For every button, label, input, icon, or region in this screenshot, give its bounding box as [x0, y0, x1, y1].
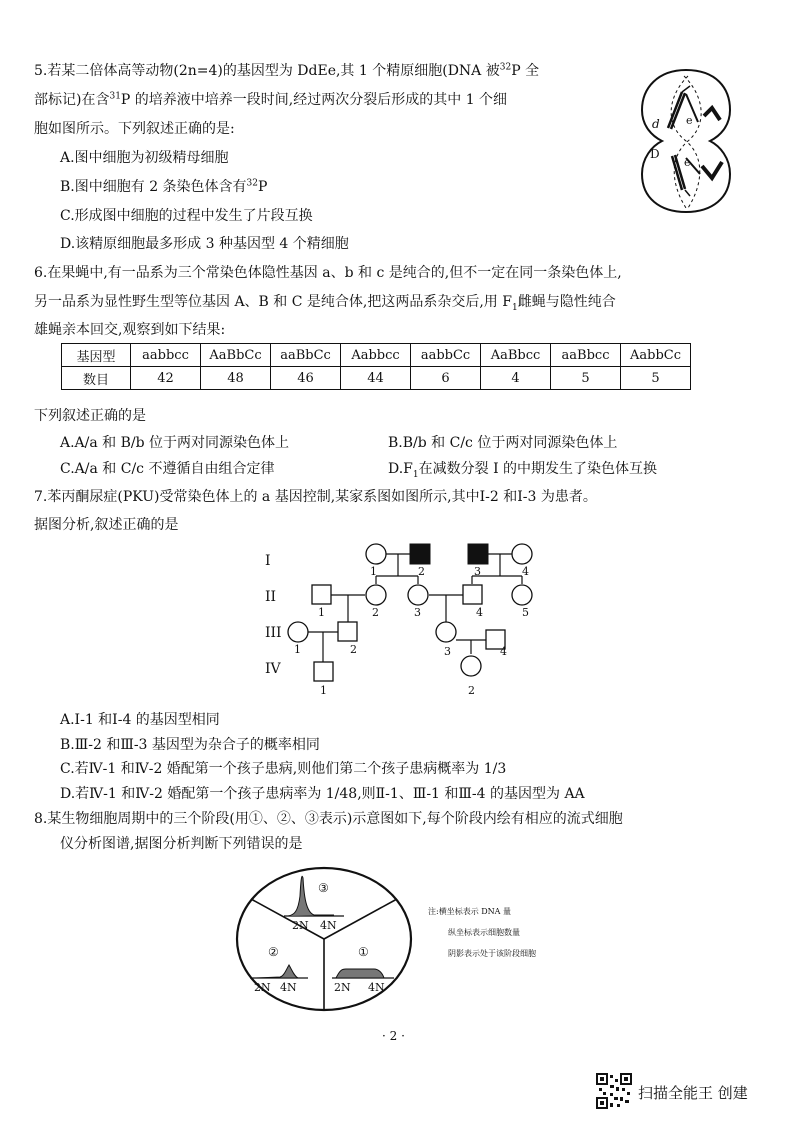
table-cell: 44	[341, 367, 411, 390]
table-cell: AaBbcc	[481, 344, 551, 367]
gen-label-2: II	[265, 589, 277, 605]
histogram-stage-1	[332, 945, 394, 994]
q6-stem: 下列叙述正确的是	[34, 408, 146, 424]
table-cell: aaBbCc	[271, 344, 341, 367]
axis-label-4n: 4N	[280, 981, 297, 994]
q5-cell-figure	[638, 66, 734, 216]
pedigree-num: 1	[370, 565, 377, 578]
q7-option-c: C.若Ⅳ-1 和Ⅳ-2 婚配第一个孩子患病,则他们第二个孩子患病概率为 1/3	[60, 761, 507, 777]
table-header-genotype: 基因型	[62, 344, 131, 367]
stage-1-label: ①	[358, 945, 369, 959]
q6-option-c: C.A/a 和 C/c 不遵循自由组合定律	[60, 461, 275, 477]
table-cell: 5	[551, 367, 621, 390]
q5-option-c: C.形成图中细胞的过程中发生了片段互换	[60, 208, 313, 224]
pedigree-female-I-1	[366, 544, 386, 564]
stage-3-label: ③	[318, 881, 329, 895]
histogram-stage-2	[250, 945, 308, 994]
axis-label-4n: 4N	[320, 919, 337, 932]
pedigree-num: 3	[444, 645, 451, 658]
cell-cycle-figure	[234, 866, 414, 1012]
axis-label-2n: 2N	[292, 919, 309, 932]
table-cell: aabbCc	[411, 344, 481, 367]
pedigree-female-III-1	[288, 622, 308, 642]
pedigree-num: 2	[468, 684, 475, 697]
pedigree-male-III-2	[338, 622, 357, 641]
pedigree-female-II-2	[366, 585, 386, 605]
table-cell: 46	[271, 367, 341, 390]
q7-option-b: B.Ⅲ-2 和Ⅲ-3 基因型为杂合子的概率相同	[60, 737, 320, 753]
table-cell: AaBbCc	[201, 344, 271, 367]
q7-option-d: D.若Ⅳ-1 和Ⅳ-2 婚配第一个孩子患病率为 1/48,则Ⅱ-1、Ⅲ-1 和Ⅲ-4 的基因型为 AA	[60, 786, 585, 802]
gen-label-4: IV	[265, 661, 281, 677]
table-cell: 48	[201, 367, 271, 390]
gene-label-e-top: e	[686, 114, 693, 127]
pedigree-male-II-1	[312, 585, 331, 604]
table-row-counts	[62, 367, 691, 390]
pedigree-affected-male-I-2	[410, 544, 430, 564]
q8-line1: 8.某生物细胞周期中的三个阶段(用①、②、③表示)示意图如下,每个阶段内绘有相应的流式细胞	[34, 811, 623, 827]
q6-line3: 雄蝇亲本回交,观察到如下结果:	[34, 322, 226, 338]
pedigree-num: 2	[350, 643, 357, 656]
pedigree-num: 3	[474, 565, 481, 578]
q5-option-d: D.该精原细胞最多形成 3 种基因型 4 个精细胞	[60, 236, 349, 252]
pedigree-num: 2	[418, 565, 425, 578]
figure-note-1: 注:横坐标表示 DNA 量	[428, 907, 511, 916]
figure-note-2: 纵坐标表示细胞数量	[448, 928, 520, 937]
table-cell: AabbCc	[621, 344, 691, 367]
q7-line1: 7.苯丙酮尿症(PKU)受常染色体上的 a 基因控制,某家系图如图所示,其中Ⅰ-2 和Ⅰ-3 为患者。	[34, 489, 597, 505]
q6-line2: 另一品系为显性野生型等位基因 A、B 和 C 是纯合体,把这两品系杂交后,用 $F_1$雌蝇与隐性纯合	[34, 294, 616, 313]
scanner-watermark: 扫描全能王 创建	[638, 1084, 748, 1102]
gene-label-D: D	[650, 147, 660, 161]
pedigree-num: 3	[414, 606, 421, 619]
axis-label-2n: 2N	[254, 981, 271, 994]
pedigree-female-IV-2	[461, 656, 481, 676]
q6-option-d: $D.F_1$在减数分裂 I 的中期发生了染色体互换	[388, 461, 658, 480]
pedigree-female-I-4	[512, 544, 532, 564]
table-cell: 5	[621, 367, 691, 390]
pedigree-female-III-3	[436, 622, 456, 642]
q6-line1: 6.在果蝇中,有一品系为三个常染色体隐性基因 a、b 和 c 是纯合的,但不一定在同一条染色体上,	[34, 265, 622, 281]
pedigree-female-II-3	[408, 585, 428, 605]
q6-option-a: A.A/a 和 B/b 位于两对同源染色体上	[60, 435, 290, 451]
gen-label-1: I	[265, 553, 271, 569]
pedigree-female-II-5	[512, 585, 532, 605]
q6-option-b: B.B/b 和 C/c 位于两对同源染色体上	[388, 435, 618, 451]
gene-label-d: d	[652, 117, 660, 131]
pedigree-affected-male-I-3	[468, 544, 488, 564]
table-cell: 6	[411, 367, 481, 390]
q8-line2: 仪分析图谱,据图分析判断下列错误的是	[60, 836, 303, 852]
chromosome-bottom-right	[686, 158, 722, 178]
pedigree-num: 1	[294, 643, 301, 656]
gene-label-e-bottom: e	[684, 156, 691, 169]
page-number: · 2 ·	[382, 1029, 405, 1043]
table-cell: Aabbcc	[341, 344, 411, 367]
pedigree-chart	[260, 536, 550, 706]
gen-label-3: III	[265, 625, 282, 641]
q5-line3: 胞如图所示。下列叙述正确的是:	[34, 121, 235, 137]
pedigree-num: 4	[500, 645, 507, 658]
qr-code-icon	[596, 1073, 632, 1109]
pedigree-num: 4	[522, 565, 529, 578]
pedigree-num: 1	[318, 606, 325, 619]
q7-option-a: A.Ⅰ-1 和Ⅰ-4 的基因型相同	[60, 712, 220, 728]
stage-2-label: ②	[268, 945, 279, 959]
table-cell: aaBbcc	[551, 344, 621, 367]
table-cell: aabbcc	[131, 344, 201, 367]
pedigree-num: 5	[522, 606, 529, 619]
table-cell: 42	[131, 367, 201, 390]
q5-line2: 部标记)在含$^{31}$P 的培养液中培养一段时间,经过两次分裂后形成的其中 1 个细	[34, 91, 508, 108]
table-cell: 4	[481, 367, 551, 390]
table-header-count: 数目	[62, 367, 131, 390]
pedigree-male-IV-1	[314, 662, 333, 681]
q5-line1: 5.若某二倍体高等动物(2n=4)的基因型为 DdEe,其 1 个精原细胞(DNA 被$^{32}$P 全	[34, 62, 540, 79]
q7-line2: 据图分析,叙述正确的是	[34, 517, 179, 533]
q5-option-b: B.图中细胞有 2 条染色体含有$^{32}$P	[60, 178, 268, 195]
histogram-stage-3	[284, 876, 344, 932]
table-row-genotypes	[62, 344, 691, 367]
pedigree-num: 1	[320, 684, 327, 697]
pedigree-male-II-4	[463, 585, 482, 604]
pedigree-num: 2	[372, 606, 379, 619]
axis-label-4n: 4N	[368, 981, 385, 994]
q6-genotype-table	[61, 343, 691, 390]
q5-option-a: A.图中细胞为初级精母细胞	[60, 150, 229, 166]
axis-label-2n: 2N	[334, 981, 351, 994]
pedigree-num: 4	[476, 606, 483, 619]
figure-note-3: 阴影表示处于该阶段细胞	[448, 949, 536, 958]
